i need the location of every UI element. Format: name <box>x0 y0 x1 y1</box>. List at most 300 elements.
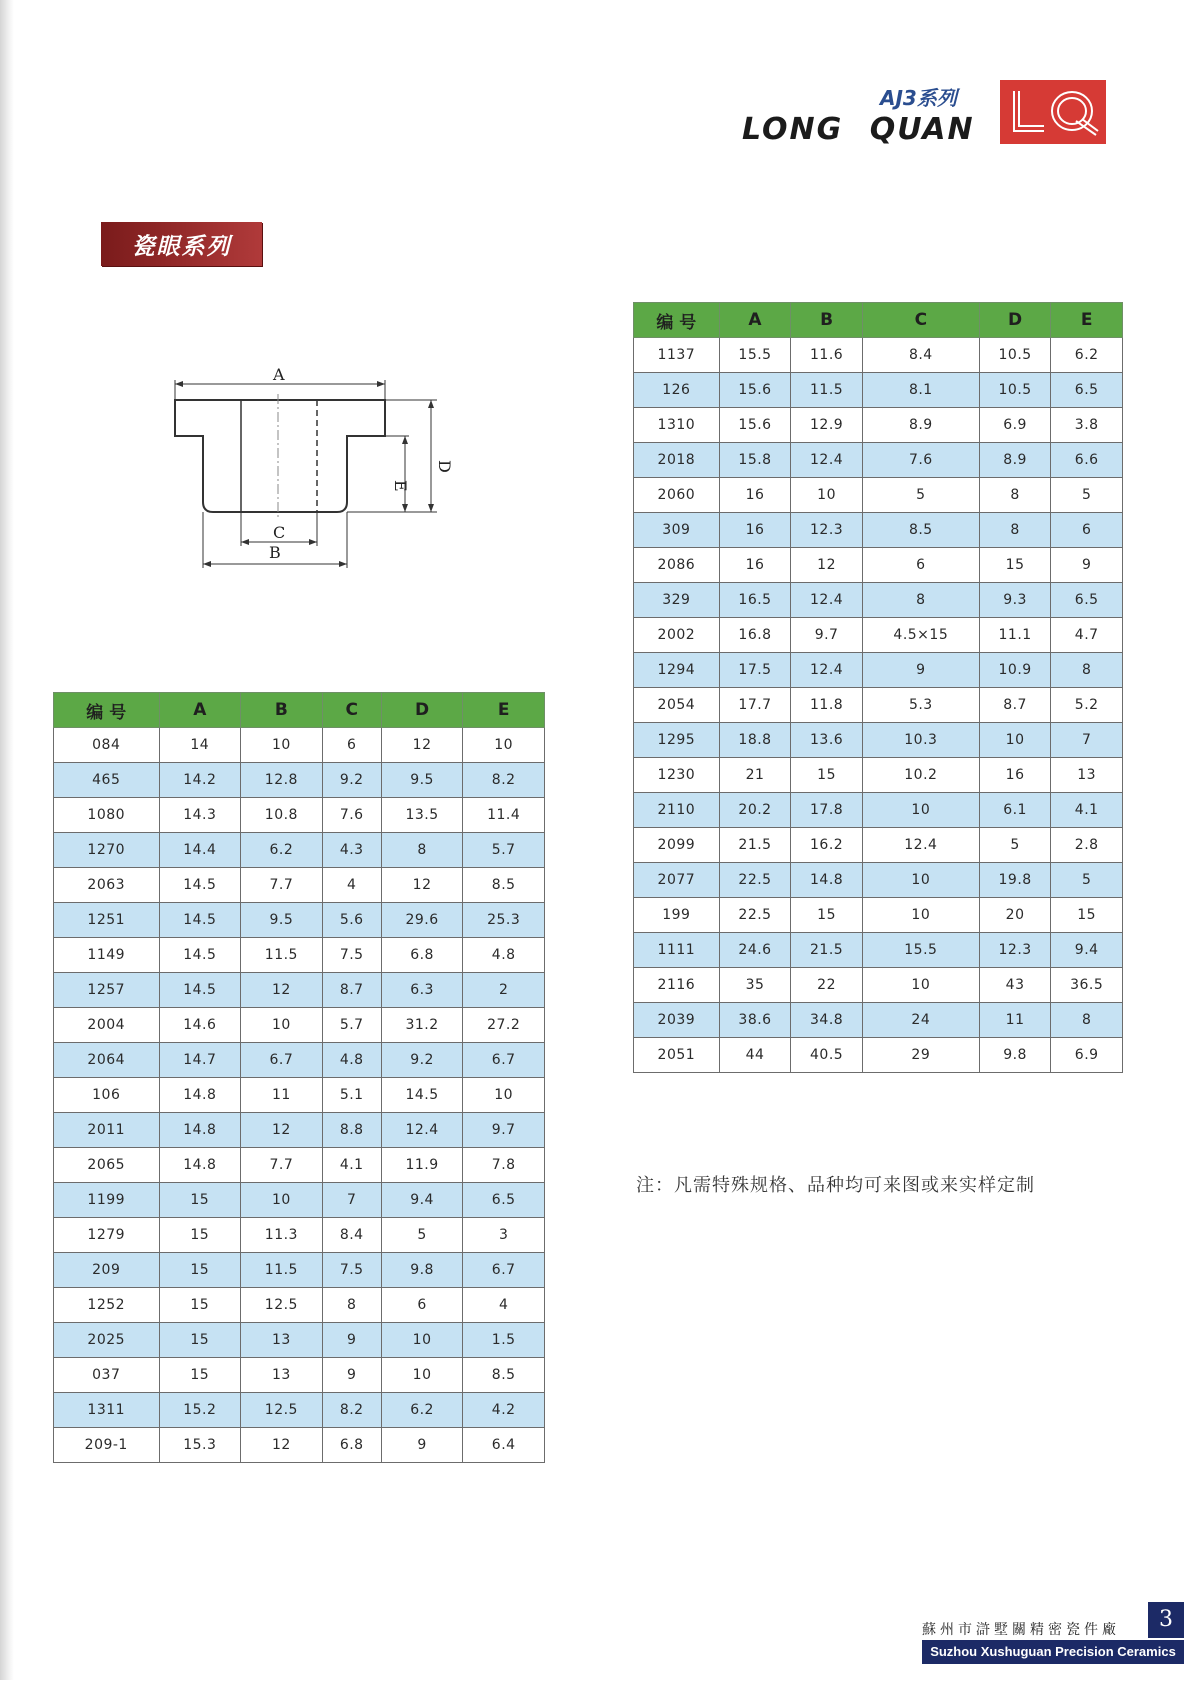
dimension-cell: 34.8 <box>791 1003 863 1038</box>
dimension-cell: 8.9 <box>862 408 979 443</box>
dimension-cell: 17.8 <box>791 793 863 828</box>
dimension-cell: 8 <box>862 583 979 618</box>
dimension-cell: 43 <box>979 968 1051 1003</box>
table-row <box>634 653 1123 688</box>
dimension-label-e: E <box>391 480 410 492</box>
dimension-cell: 5 <box>381 1218 463 1253</box>
dimension-cell: 7.8 <box>463 1148 545 1183</box>
part-number-cell: 209 <box>54 1253 160 1288</box>
dimension-cell: 6 <box>1051 513 1123 548</box>
dimension-cell: 11.4 <box>463 798 545 833</box>
dimension-cell: 14.7 <box>159 1043 241 1078</box>
column-header: D <box>381 693 463 728</box>
dimension-cell: 4.7 <box>1051 618 1123 653</box>
dimension-cell: 8.7 <box>979 688 1051 723</box>
dimension-cell: 16 <box>979 758 1051 793</box>
dimension-cell: 12.4 <box>862 828 979 863</box>
part-number-cell: 1080 <box>54 798 160 833</box>
dimension-cell: 6.6 <box>1051 443 1123 478</box>
dimension-cell: 6.3 <box>381 973 463 1008</box>
dimension-cell: 2 <box>463 973 545 1008</box>
dimension-cell: 36.5 <box>1051 968 1123 1003</box>
table-row <box>54 1148 545 1183</box>
eyelet-spec-table-left <box>53 692 545 1463</box>
dimension-cell: 16 <box>719 548 791 583</box>
dimension-cell: 15 <box>979 548 1051 583</box>
table-row <box>634 338 1123 373</box>
lq-logo-icon <box>1006 85 1100 139</box>
dimension-cell: 15 <box>1051 898 1123 933</box>
dimension-cell: 4.8 <box>463 938 545 973</box>
dimension-cell: 10 <box>463 728 545 763</box>
dimension-cell: 8 <box>1051 653 1123 688</box>
dimension-cell: 5.7 <box>322 1008 381 1043</box>
dimension-cell: 12.5 <box>241 1288 323 1323</box>
part-number-cell: 1252 <box>54 1288 160 1323</box>
dimension-cell: 35 <box>719 968 791 1003</box>
dimension-cell: 14.8 <box>791 863 863 898</box>
table-row <box>634 1038 1123 1073</box>
dimension-cell: 12.5 <box>241 1393 323 1428</box>
dimension-cell: 1.5 <box>463 1323 545 1358</box>
dimension-cell: 9.7 <box>463 1113 545 1148</box>
dimension-cell: 12.9 <box>791 408 863 443</box>
dimension-cell: 15 <box>159 1288 241 1323</box>
dimension-cell: 27.2 <box>463 1008 545 1043</box>
dimension-cell: 15 <box>159 1218 241 1253</box>
dimension-cell: 31.2 <box>381 1008 463 1043</box>
part-number-cell: 1295 <box>634 723 720 758</box>
custom-order-note: 注：凡需特殊规格、品种均可来图或来实样定制 <box>636 1175 1035 1196</box>
part-number-cell: 1149 <box>54 938 160 973</box>
brand-name: LONG QUAN <box>742 112 975 147</box>
dimension-cell: 5.6 <box>322 903 381 938</box>
part-number-cell: 1111 <box>634 933 720 968</box>
eyelet-dimension-diagram <box>165 360 454 570</box>
dimension-cell: 5.1 <box>322 1078 381 1113</box>
dimension-cell: 7 <box>322 1183 381 1218</box>
dimension-cell: 10.5 <box>979 338 1051 373</box>
dimension-cell: 10 <box>862 793 979 828</box>
dimension-cell: 9.2 <box>322 763 381 798</box>
dimension-cell: 15 <box>791 898 863 933</box>
table-row <box>54 1428 545 1463</box>
part-number-cell: 1279 <box>54 1218 160 1253</box>
dimension-cell: 16 <box>719 478 791 513</box>
dimension-cell: 7 <box>1051 723 1123 758</box>
table-row <box>634 478 1123 513</box>
part-number-cell: 2011 <box>54 1113 160 1148</box>
column-header: A <box>719 303 791 338</box>
dimension-cell: 11 <box>979 1003 1051 1038</box>
table-header-row <box>634 303 1123 338</box>
dimension-cell: 8.5 <box>463 1358 545 1393</box>
dimension-cell: 14.5 <box>159 903 241 938</box>
dimension-cell: 8.4 <box>862 338 979 373</box>
dimension-cell: 5.7 <box>463 833 545 868</box>
dimension-cell: 4.5×15 <box>862 618 979 653</box>
dimension-cell: 2.8 <box>1051 828 1123 863</box>
dimension-cell: 10 <box>862 863 979 898</box>
dimension-cell: 8 <box>979 478 1051 513</box>
dimension-cell: 11.3 <box>241 1218 323 1253</box>
column-header: D <box>979 303 1051 338</box>
dimension-cell: 6 <box>322 728 381 763</box>
dimension-cell: 4.1 <box>322 1148 381 1183</box>
table-row <box>634 758 1123 793</box>
dimension-cell: 24.6 <box>719 933 791 968</box>
part-number-cell: 2054 <box>634 688 720 723</box>
dimension-cell: 8 <box>1051 1003 1123 1038</box>
dimension-cell: 15 <box>791 758 863 793</box>
dimension-cell: 6.7 <box>463 1253 545 1288</box>
dimension-cell: 19.8 <box>979 863 1051 898</box>
part-number-cell: 465 <box>54 763 160 798</box>
dimension-cell: 10.2 <box>862 758 979 793</box>
dimension-cell: 8 <box>979 513 1051 548</box>
dimension-cell: 12.8 <box>241 763 323 798</box>
table-row <box>54 973 545 1008</box>
dimension-cell: 6 <box>381 1288 463 1323</box>
dimension-cell: 6.2 <box>1051 338 1123 373</box>
dimension-cell: 40.5 <box>791 1038 863 1073</box>
dimension-cell: 4 <box>463 1288 545 1323</box>
column-header: A <box>159 693 241 728</box>
dimension-cell: 12 <box>791 548 863 583</box>
table-header-row <box>54 693 545 728</box>
part-number-cell: 2004 <box>54 1008 160 1043</box>
dimension-cell: 9 <box>862 653 979 688</box>
brand-logo <box>1000 80 1106 144</box>
part-number-cell: 2025 <box>54 1323 160 1358</box>
dimension-cell: 15.8 <box>719 443 791 478</box>
dimension-cell: 5.2 <box>1051 688 1123 723</box>
dimension-cell: 7.6 <box>862 443 979 478</box>
dimension-cell: 20.2 <box>719 793 791 828</box>
dimension-cell: 12.3 <box>791 513 863 548</box>
dimension-label-c: C <box>273 523 286 542</box>
table-row <box>634 408 1123 443</box>
table-row <box>634 618 1123 653</box>
dimension-cell: 10 <box>862 968 979 1003</box>
part-number-cell: 199 <box>634 898 720 933</box>
table-row <box>54 1043 545 1078</box>
dimension-cell: 15.3 <box>159 1428 241 1463</box>
dimension-cell: 14.5 <box>159 868 241 903</box>
dimension-cell: 4.2 <box>463 1393 545 1428</box>
dimension-cell: 13 <box>1051 758 1123 793</box>
dimension-cell: 12.3 <box>979 933 1051 968</box>
dimension-cell: 21 <box>719 758 791 793</box>
dimension-cell: 5 <box>862 478 979 513</box>
dimension-cell: 22.5 <box>719 898 791 933</box>
table-row <box>634 968 1123 1003</box>
table-row <box>54 798 545 833</box>
table-row <box>634 513 1123 548</box>
column-header: 编 号 <box>54 693 160 728</box>
dimension-cell: 10 <box>381 1358 463 1393</box>
dimension-cell: 12 <box>381 868 463 903</box>
part-number-cell: 2077 <box>634 863 720 898</box>
dimension-cell: 10 <box>241 728 323 763</box>
company-name-english: Suzhou Xushuguan Precision Ceramics Factory <box>922 1640 1184 1664</box>
section-banner <box>101 222 262 266</box>
dimension-cell: 15.5 <box>862 933 979 968</box>
dimension-cell: 14.3 <box>159 798 241 833</box>
part-number-cell: 329 <box>634 583 720 618</box>
table-row <box>54 728 545 763</box>
dimension-cell: 9.7 <box>791 618 863 653</box>
dimension-cell: 15.6 <box>719 373 791 408</box>
part-number-cell: 1294 <box>634 653 720 688</box>
dimension-cell: 3 <box>463 1218 545 1253</box>
dimension-cell: 12.4 <box>381 1113 463 1148</box>
dimension-cell: 12 <box>241 973 323 1008</box>
dimension-cell: 6.8 <box>381 938 463 973</box>
page-number: 3 <box>1148 1602 1184 1638</box>
part-number-cell: 1270 <box>54 833 160 868</box>
dimension-cell: 14 <box>159 728 241 763</box>
table-row <box>54 763 545 798</box>
dimension-cell: 16 <box>719 513 791 548</box>
dimension-cell: 18.8 <box>719 723 791 758</box>
dimension-cell: 6.5 <box>463 1183 545 1218</box>
dimension-cell: 20 <box>979 898 1051 933</box>
dimension-cell: 13.5 <box>381 798 463 833</box>
table-row <box>634 688 1123 723</box>
table-row <box>54 938 545 973</box>
dimension-cell: 8.9 <box>979 443 1051 478</box>
dimension-cell: 11 <box>241 1078 323 1113</box>
dimension-cell: 11.5 <box>791 373 863 408</box>
dimension-cell: 15 <box>159 1253 241 1288</box>
dimension-cell: 9.8 <box>381 1253 463 1288</box>
dimension-cell: 6.9 <box>1051 1038 1123 1073</box>
part-number-cell: 2099 <box>634 828 720 863</box>
dimension-cell: 6.9 <box>979 408 1051 443</box>
dimension-cell: 6.8 <box>322 1428 381 1463</box>
part-number-cell: 2086 <box>634 548 720 583</box>
part-number-cell: 2065 <box>54 1148 160 1183</box>
eyelet-spec-table-right <box>633 302 1123 1073</box>
dimension-cell: 12.4 <box>791 653 863 688</box>
dimension-cell: 13.6 <box>791 723 863 758</box>
dimension-cell: 16.8 <box>719 618 791 653</box>
dimension-cell: 10 <box>791 478 863 513</box>
table-row <box>54 833 545 868</box>
part-number-cell: 2064 <box>54 1043 160 1078</box>
dimension-cell: 15.5 <box>719 338 791 373</box>
dimension-cell: 25.3 <box>463 903 545 938</box>
dimension-cell: 8.5 <box>463 868 545 903</box>
table-row <box>54 1113 545 1148</box>
dimension-cell: 13 <box>241 1358 323 1393</box>
column-header: E <box>1051 303 1123 338</box>
dimension-cell: 12 <box>381 728 463 763</box>
part-number-cell: 2063 <box>54 868 160 903</box>
dimension-cell: 12 <box>241 1428 323 1463</box>
dimension-cell: 5 <box>1051 863 1123 898</box>
column-header: 编 号 <box>634 303 720 338</box>
dimension-cell: 9 <box>381 1428 463 1463</box>
dimension-cell: 5 <box>979 828 1051 863</box>
column-header: E <box>463 693 545 728</box>
table-row <box>634 723 1123 758</box>
part-number-cell: 2116 <box>634 968 720 1003</box>
dimension-cell: 15 <box>159 1183 241 1218</box>
dimension-cell: 6.7 <box>241 1043 323 1078</box>
column-header: C <box>322 693 381 728</box>
dimension-cell: 9 <box>322 1323 381 1358</box>
dimension-cell: 29.6 <box>381 903 463 938</box>
part-number-cell: 084 <box>54 728 160 763</box>
column-header: B <box>241 693 323 728</box>
table-row <box>634 583 1123 618</box>
section-title: 瓷眼系列 <box>131 233 232 260</box>
table-row <box>634 933 1123 968</box>
dimension-cell: 14.2 <box>159 763 241 798</box>
dimension-cell: 15 <box>159 1323 241 1358</box>
dimension-cell: 10.9 <box>979 653 1051 688</box>
dimension-cell: 8.7 <box>322 973 381 1008</box>
dimension-cell: 7.7 <box>241 1148 323 1183</box>
dimension-cell: 6.1 <box>979 793 1051 828</box>
dimension-cell: 4.8 <box>322 1043 381 1078</box>
dimension-cell: 4.3 <box>322 833 381 868</box>
table-row <box>54 1288 545 1323</box>
dimension-cell: 7.7 <box>241 868 323 903</box>
dimension-cell: 17.7 <box>719 688 791 723</box>
dimension-cell: 11.5 <box>241 938 323 973</box>
dimension-cell: 8.2 <box>463 763 545 798</box>
dimension-cell: 5.3 <box>862 688 979 723</box>
table-row <box>634 373 1123 408</box>
table-row <box>634 1003 1123 1038</box>
dimension-cell: 4 <box>322 868 381 903</box>
table-row <box>54 1008 545 1043</box>
series-label: AJ3系列 <box>880 86 957 110</box>
dimension-cell: 15.2 <box>159 1393 241 1428</box>
dimension-cell: 9.4 <box>381 1183 463 1218</box>
table-row <box>54 1183 545 1218</box>
dimension-cell: 12.4 <box>791 583 863 618</box>
part-number-cell: 1137 <box>634 338 720 373</box>
dimension-cell: 6.4 <box>463 1428 545 1463</box>
dimension-cell: 14.6 <box>159 1008 241 1043</box>
dimension-cell: 22.5 <box>719 863 791 898</box>
part-number-cell: 1251 <box>54 903 160 938</box>
part-number-cell: 2018 <box>634 443 720 478</box>
dimension-cell: 11.5 <box>241 1253 323 1288</box>
dimension-cell: 24 <box>862 1003 979 1038</box>
part-number-cell: 2002 <box>634 618 720 653</box>
dimension-cell: 6.7 <box>463 1043 545 1078</box>
dimension-cell: 14.4 <box>159 833 241 868</box>
dimension-cell: 9.5 <box>241 903 323 938</box>
dimension-cell: 15 <box>159 1358 241 1393</box>
dimension-cell: 10.5 <box>979 373 1051 408</box>
table-row <box>634 548 1123 583</box>
dimension-cell: 44 <box>719 1038 791 1073</box>
dimension-cell: 13 <box>241 1323 323 1358</box>
dimension-cell: 22 <box>791 968 863 1003</box>
part-number-cell: 2060 <box>634 478 720 513</box>
dimension-cell: 14.5 <box>159 973 241 1008</box>
dimension-cell: 8.5 <box>862 513 979 548</box>
part-number-cell: 209-1 <box>54 1428 160 1463</box>
dimension-cell: 5 <box>1051 478 1123 513</box>
part-number-cell: 106 <box>54 1078 160 1113</box>
dimension-cell: 14.8 <box>159 1113 241 1148</box>
table-row <box>634 443 1123 478</box>
dimension-cell: 10 <box>862 898 979 933</box>
dimension-cell: 14.5 <box>381 1078 463 1113</box>
dimension-cell: 9.2 <box>381 1043 463 1078</box>
dimension-cell: 10 <box>381 1323 463 1358</box>
dimension-cell: 14.5 <box>159 938 241 973</box>
dimension-cell: 16.5 <box>719 583 791 618</box>
part-number-cell: 1199 <box>54 1183 160 1218</box>
dimension-cell: 6.5 <box>1051 583 1123 618</box>
dimension-cell: 11.1 <box>979 618 1051 653</box>
table-row <box>54 1393 545 1428</box>
table-row <box>54 1218 545 1253</box>
dimension-cell: 11.6 <box>791 338 863 373</box>
dimension-cell: 6 <box>862 548 979 583</box>
dimension-cell: 10 <box>241 1183 323 1218</box>
dimension-cell: 7.5 <box>322 1253 381 1288</box>
dimension-label-b: B <box>269 543 281 562</box>
part-number-cell: 1311 <box>54 1393 160 1428</box>
dimension-cell: 16.2 <box>791 828 863 863</box>
table-row <box>54 903 545 938</box>
dimension-cell: 11.9 <box>381 1148 463 1183</box>
dimension-cell: 9 <box>322 1358 381 1393</box>
dimension-cell: 14.8 <box>159 1078 241 1113</box>
dimension-cell: 7.5 <box>322 938 381 973</box>
part-number-cell: 037 <box>54 1358 160 1393</box>
dimension-cell: 9.8 <box>979 1038 1051 1073</box>
dimension-cell: 9.3 <box>979 583 1051 618</box>
dimension-label-d: D <box>435 460 454 473</box>
dimension-cell: 3.8 <box>1051 408 1123 443</box>
dimension-cell: 10 <box>979 723 1051 758</box>
part-number-cell: 309 <box>634 513 720 548</box>
part-number-cell: 2110 <box>634 793 720 828</box>
part-number-cell: 126 <box>634 373 720 408</box>
dimension-cell: 4.1 <box>1051 793 1123 828</box>
dimension-cell: 8.1 <box>862 373 979 408</box>
dimension-cell: 8 <box>381 833 463 868</box>
dimension-cell: 9 <box>1051 548 1123 583</box>
dimension-cell: 7.6 <box>322 798 381 833</box>
table-row <box>54 868 545 903</box>
dimension-cell: 8.8 <box>322 1113 381 1148</box>
dimension-cell: 10.8 <box>241 798 323 833</box>
dimension-cell: 12.4 <box>791 443 863 478</box>
part-number-cell: 1257 <box>54 973 160 1008</box>
part-number-cell: 2039 <box>634 1003 720 1038</box>
company-name-chinese: 蘇州市滸墅關精密瓷件廠 <box>922 1622 1120 1638</box>
dimension-label-a: A <box>273 365 285 384</box>
table-row <box>634 898 1123 933</box>
column-header: C <box>862 303 979 338</box>
dimension-cell: 14.8 <box>159 1148 241 1183</box>
page-spine-shadow <box>0 0 14 1680</box>
dimension-cell: 11.8 <box>791 688 863 723</box>
dimension-cell: 6.2 <box>381 1393 463 1428</box>
part-number-cell: 1230 <box>634 758 720 793</box>
